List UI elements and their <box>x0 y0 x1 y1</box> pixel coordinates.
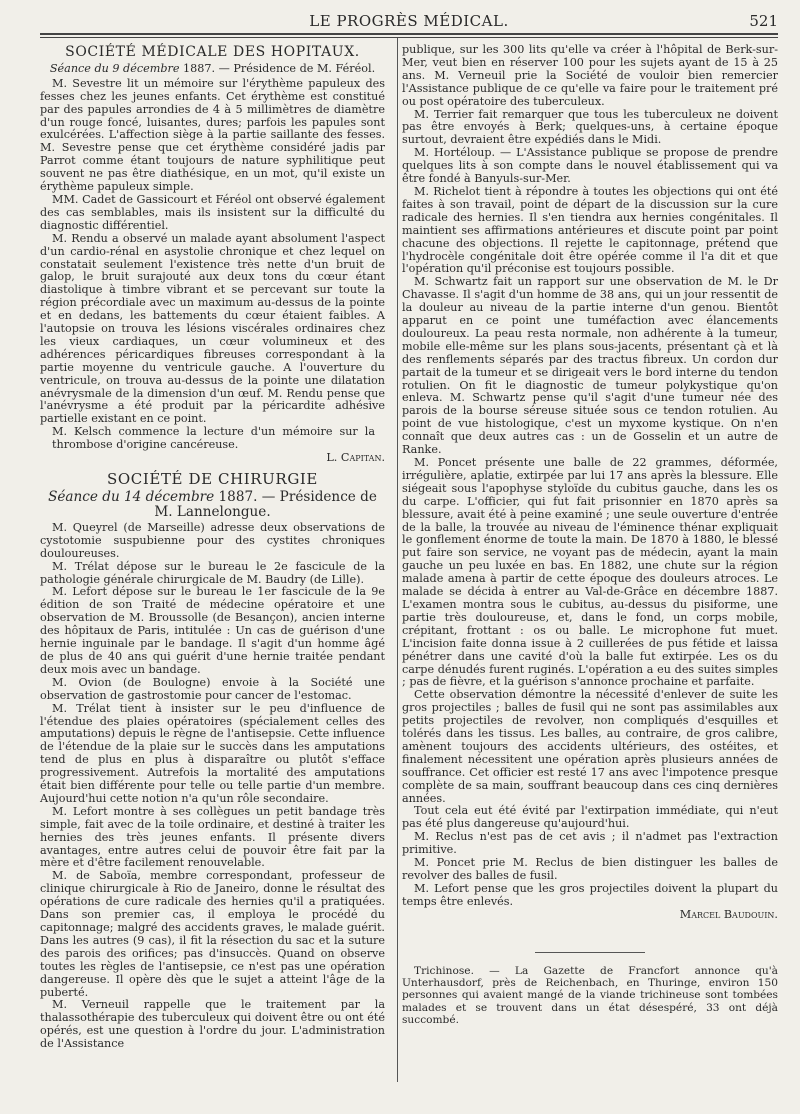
header-rule <box>40 33 778 35</box>
paragraph: M. Trélat dépose sur le bureau le 2e fascicule de la pathologie générale chirurgicale de M. Baudry (de Lille). <box>40 559 385 586</box>
paragraph: M. Hortéloup. — L'Assistance publique se propose de prendre quelques lits à son compte dans le nouvel établissement qui va être fondé à Banyuls-sur-Mer. <box>402 146 778 186</box>
page-number: 521 <box>749 12 778 30</box>
seance-date: Séance du 14 décembre <box>48 488 215 505</box>
seance-line-chirurgie <box>40 490 385 520</box>
right-column <box>402 44 778 1027</box>
signature <box>40 452 385 465</box>
paragraph: M. de Saboïa, membre correspondant, professeur de clinique chirurgicale à Rio de Janeiro, donne le résultat des opérations de cure radicale des hernies qu'il a pratiquées. Dans son premier cas, il employa le procédé du capitonnage; malgré des accidents graves, le malade guérit. Dans les autres (9 cas), il fit la résection du sac et la suture des parois des orifices; pas d'insuccès. Quand on observe toutes les règles de l'antisepsie, ce n'est pas une opération dangereuse. Il opère dès que le sujet a atteint l'âge de la puberté. <box>40 869 385 999</box>
seance-rest: 1887. — Présidence de M. Lannelongue. <box>154 488 377 520</box>
paragraph: MM. Cadet de Gassicourt et Féréol ont observé également des cas semblables, mais ils insistent sur la difficulté du diagnostic différentiel. <box>40 192 385 232</box>
paragraph: publique, sur les 300 lits qu'elle va créer à l'hôpital de Berk-sur-Mer, veut bien en réserver 100 pour les sujets ayant de 15 à 25 ans. M. Verneuil prie la Société de vouloir bien remercier l'Assistance publique de ce qu'elle va faire pour le traitement pré ou post opératoire des tuberculeux. <box>402 43 778 108</box>
left-column <box>40 44 385 1051</box>
section-title-chirurgie: SOCIÉTÉ DE CHIRURGIE <box>107 470 318 488</box>
author-signature: L. Capitan. <box>326 451 385 465</box>
seance-presidence: Présidence de M. Féréol. <box>233 61 376 75</box>
column-divider <box>397 38 398 1082</box>
paragraph: M. Lefort pense que les gros projectiles doivent la plupart du temps être enlevés. <box>402 881 778 908</box>
paragraph: M. Poncet prie M. Reclus de bien distinguer les balles de revolver des balles de fusil. <box>402 856 778 882</box>
signature <box>402 909 778 922</box>
seance-date: Séance du 9 décembre <box>49 61 180 75</box>
journal-title: LE PROGRÈS MÉDICAL. <box>309 12 509 30</box>
section-divider <box>535 952 645 953</box>
paragraph: M. Poncet présente une balle de 22 grammes, déformée, irrégulière, aplatie, extirpée par lui 17 ans après la blessure. Elle siégeait sous l'apophyse styloïde du cubitus gauche, dans les os du carpe. L'officier, qui fut fait prisonnier en 1870 après sa blessure, avait été à peine examiné ; une seule ouverture d'entrée de la balle, la trouvée au niveau de l'éminence thénar expliquait le gonflement énorme de toute la main. De 1870 à 1880, le blessé put faire son service, ne voyant pas de médecin, ayant la main gauche un peu luxée en bas. En 1882, une chute sur la région malade amena à partir de cette époque des douleurs atroces. Le malade se décida à entrer au Val-de-Grâce en décembre 1887. L'examen montra sous le cubitus, au-dessus du pisiforme, une partie très douloureuse, et, dans le fond, un corps mobile, crépitant, frottant : os ou balle. Le microphone fut muet. L'incision faite donna issue à 2 cuillerées de pus fétide et laissa pénétrer dans une cavité d'où la balle fut extirpée. Les os du carpe dénudés furent ruginés. L'opération a eu des suites simples ; pas de fièvre, et la guérison s'annonce prochaine et parfaite. <box>402 456 778 689</box>
page-header <box>40 10 778 34</box>
paragraph: M. Terrier fait remarquer que tous les tuberculeux ne doivent pas être envoyés à Berk; quelques-uns, à certaine époque surtout, devraient être expédiés dans le Midi. <box>402 107 778 147</box>
paragraph: M. Sevestre lit un mémoire sur l'érythème papuleux des fesses chez les jeunes enfants. Cet érythème est constitué par des papules arrondies de 4 à 5 millimètres de diamètre d'un rouge foncé, luisantes, dures; parfois les papules sont exulcérées. L'affection siège à la partie saillante des fesses. M. Sevestre pense que cet érythème considéré jadis par Parrot comme étant toujours de nature syphilitique peut souvent ne pas être diathésique, en un mot, qu'il existe un érythème papuleux simple. <box>40 76 385 194</box>
paragraph: Cette observation démontre la nécessité d'enlever de suite les gros projectiles ; balles de fusil qui ne sont pas assimilables aux petits projectiles de revolver, non compliqués d'esquilles et tolérés dans les tissus. Les balles, au contraire, de gros calibre, amènent toujours des accidents ultérieurs, des ostéites, et finalement nécessitent une opération après plusieurs années de souffrance. Cet officier est resté 17 ans avec l'impotence presque complète de sa main, souffrant beaucoup dans ces cinq dernières années. <box>402 688 778 805</box>
paragraph: M. Richelot tient à répondre à toutes les objections qui ont été faites à son travail, point de départ de la discussion sur la cure radicale des hernies. Il s'en tiendra aux hernies congénitales. Il maintient ses affirmations antérieures et discute point par point chacune des objections. Il rejette le capitonnage, prétend que l'hydrocèle congénitale doit être opérée comme il l'a dit et que l'opération qu'il préconise est toujours possible. <box>402 184 778 276</box>
paragraph: M. Lefort dépose sur le bureau le 1er fascicule de la 9e édition de son Traité de médecine opératoire et une observation de M. Broussolle (de Besançon), ancien interne des hôpitaux de Paris, intitulée : Un cas de guérison d'une hernie inguinale par le bandage. Il s'agit d'un homme âgé de plus de 40 ans qui guérit d'une hernie traitée pendant deux mois avec un bandage. <box>40 585 385 676</box>
paragraph: M. Kelsch commence la lecture d'un mémoire sur la thrombose d'origine cancéreuse. <box>52 425 375 452</box>
paragraph: M. Verneuil rappelle que le traitement par la thalassothérapie des tuberculeux qui doivent être ou ont été opérés, est une question à l'ordre du jour. L'administration de l'Assistance <box>40 998 385 1051</box>
section-title-hopitaux: SOCIÉTÉ MÉDICALE DES HOPITAUX. <box>65 44 360 60</box>
seance-year: 1887. — <box>179 61 234 75</box>
paragraph: M. Lefort montre à ses collègues un petit bandage très simple, fait avec de la toile ordinaire, et destiné à traiter les hernies des très jeunes enfants. Il présente divers avantages, entre autres celui de pouvoir être fait par la mère et d'être facilement renouvelable. <box>40 804 385 870</box>
header-rule-thin <box>40 37 778 38</box>
paragraph: Tout cela eut été évité par l'extirpation immédiate, qui n'eut pas été plus dangereuse qu'aujourd'hui. <box>402 804 778 831</box>
paragraph: M. Rendu a observé un malade ayant absolument l'aspect d'un cardio-rénal en asystolie chronique et chez lequel on constatait seulement l'existence très nette d'un bruit de galop, le bruit surajouté aux deux tons du cœur étant diastolique à timbre vibrant et se percevant sur toute la région précordiale avec un maximum au-dessus de la pointe et en dedans, les battements du cœur étaient faibles. A l'autopsie on trouva les lésions viscérales ordinaires chez les vieux cardiaques, un cœur volumineux et des adhérences péricardiques fibreuses correspondant à la partie moyenne du ventricule gauche. A l'ouverture du ventricule, on trouva au-dessus de la pointe une dilatation anévrysmale de la dimension d'un œuf. M. Rendu pense que l'anévrysme a été produit par la péricardite adhésive partielle existant en ce point. <box>40 231 385 426</box>
paragraph: M. Ovion (de Boulogne) envoie à la Société une observation de gastrostomie pour cancer de l'estomac. <box>40 675 385 702</box>
paragraph: M. Schwartz fait un rapport sur une observation de M. le Dr Chavasse. Il s'agit d'un homme de 38 ans, qui un jour ressentit de la douleur au niveau de la partie interne d'un genou. Bientôt apparut en ce point une tuméfaction avec élancements douloureux. La peau resta normale, non adhérente à la tumeur, mobile elle-même sur les plans sous-jacents, présentant çà et là des renflements séparés par des tractus fibreux. Un cordon dur partait de la tumeur et se dirigeait vers le bord interne du tendon rotulien. On fit le diagnostic de tumeur polykystique qu'on enleva. M. Schwartz pense qu'il s'agit d'une tumeur née des parois de la bourse séreuse située sous ce tendon rotulien. Au point de vue histologique, c'est un myxome kystique. On n'en connaît que deux autres cas : un de Gosselin et un autre de Ranke. <box>402 275 778 457</box>
author-signature: Marcel Baudouin. <box>679 907 778 921</box>
paragraph-with-signature <box>40 426 385 452</box>
paragraph: M. Trélat tient à insister sur le peu d'influence de l'étendue des plaies opératoires (spécialement celles des amputations) depuis le règne de l'antisepsie. Cette influence de l'étendue de la plaie sur le succès dans les amputations tend de plus en plus à disparaître ou plutôt s'efface progressivement. Autrefois la mortalité des amputations était bien différente pour telle ou telle partie d'un membre. Aujourd'hui cette notion n'a qu'un rôle secondaire. <box>40 701 385 805</box>
seance-line-hopitaux <box>40 63 385 76</box>
paragraph: M. Reclus n'est pas de cet avis ; il n'admet pas l'extraction primitive. <box>402 830 778 857</box>
news-item-trichinose: Trichinose. — La Gazette de Francfort annonce qu'à Unterhausdorf, près de Reichenbach, en Thuringe, environ 150 personnes qui avaient mangé de la viande trichineuse sont tombées malades et se trouvent dans un état désespéré, 33 ont déjà succombé. <box>402 964 778 1027</box>
paragraph: M. Queyrel (de Marseille) adresse deux observations de cystotomie suspubienne pour des cystites chroniques douloureuses. <box>40 520 385 560</box>
